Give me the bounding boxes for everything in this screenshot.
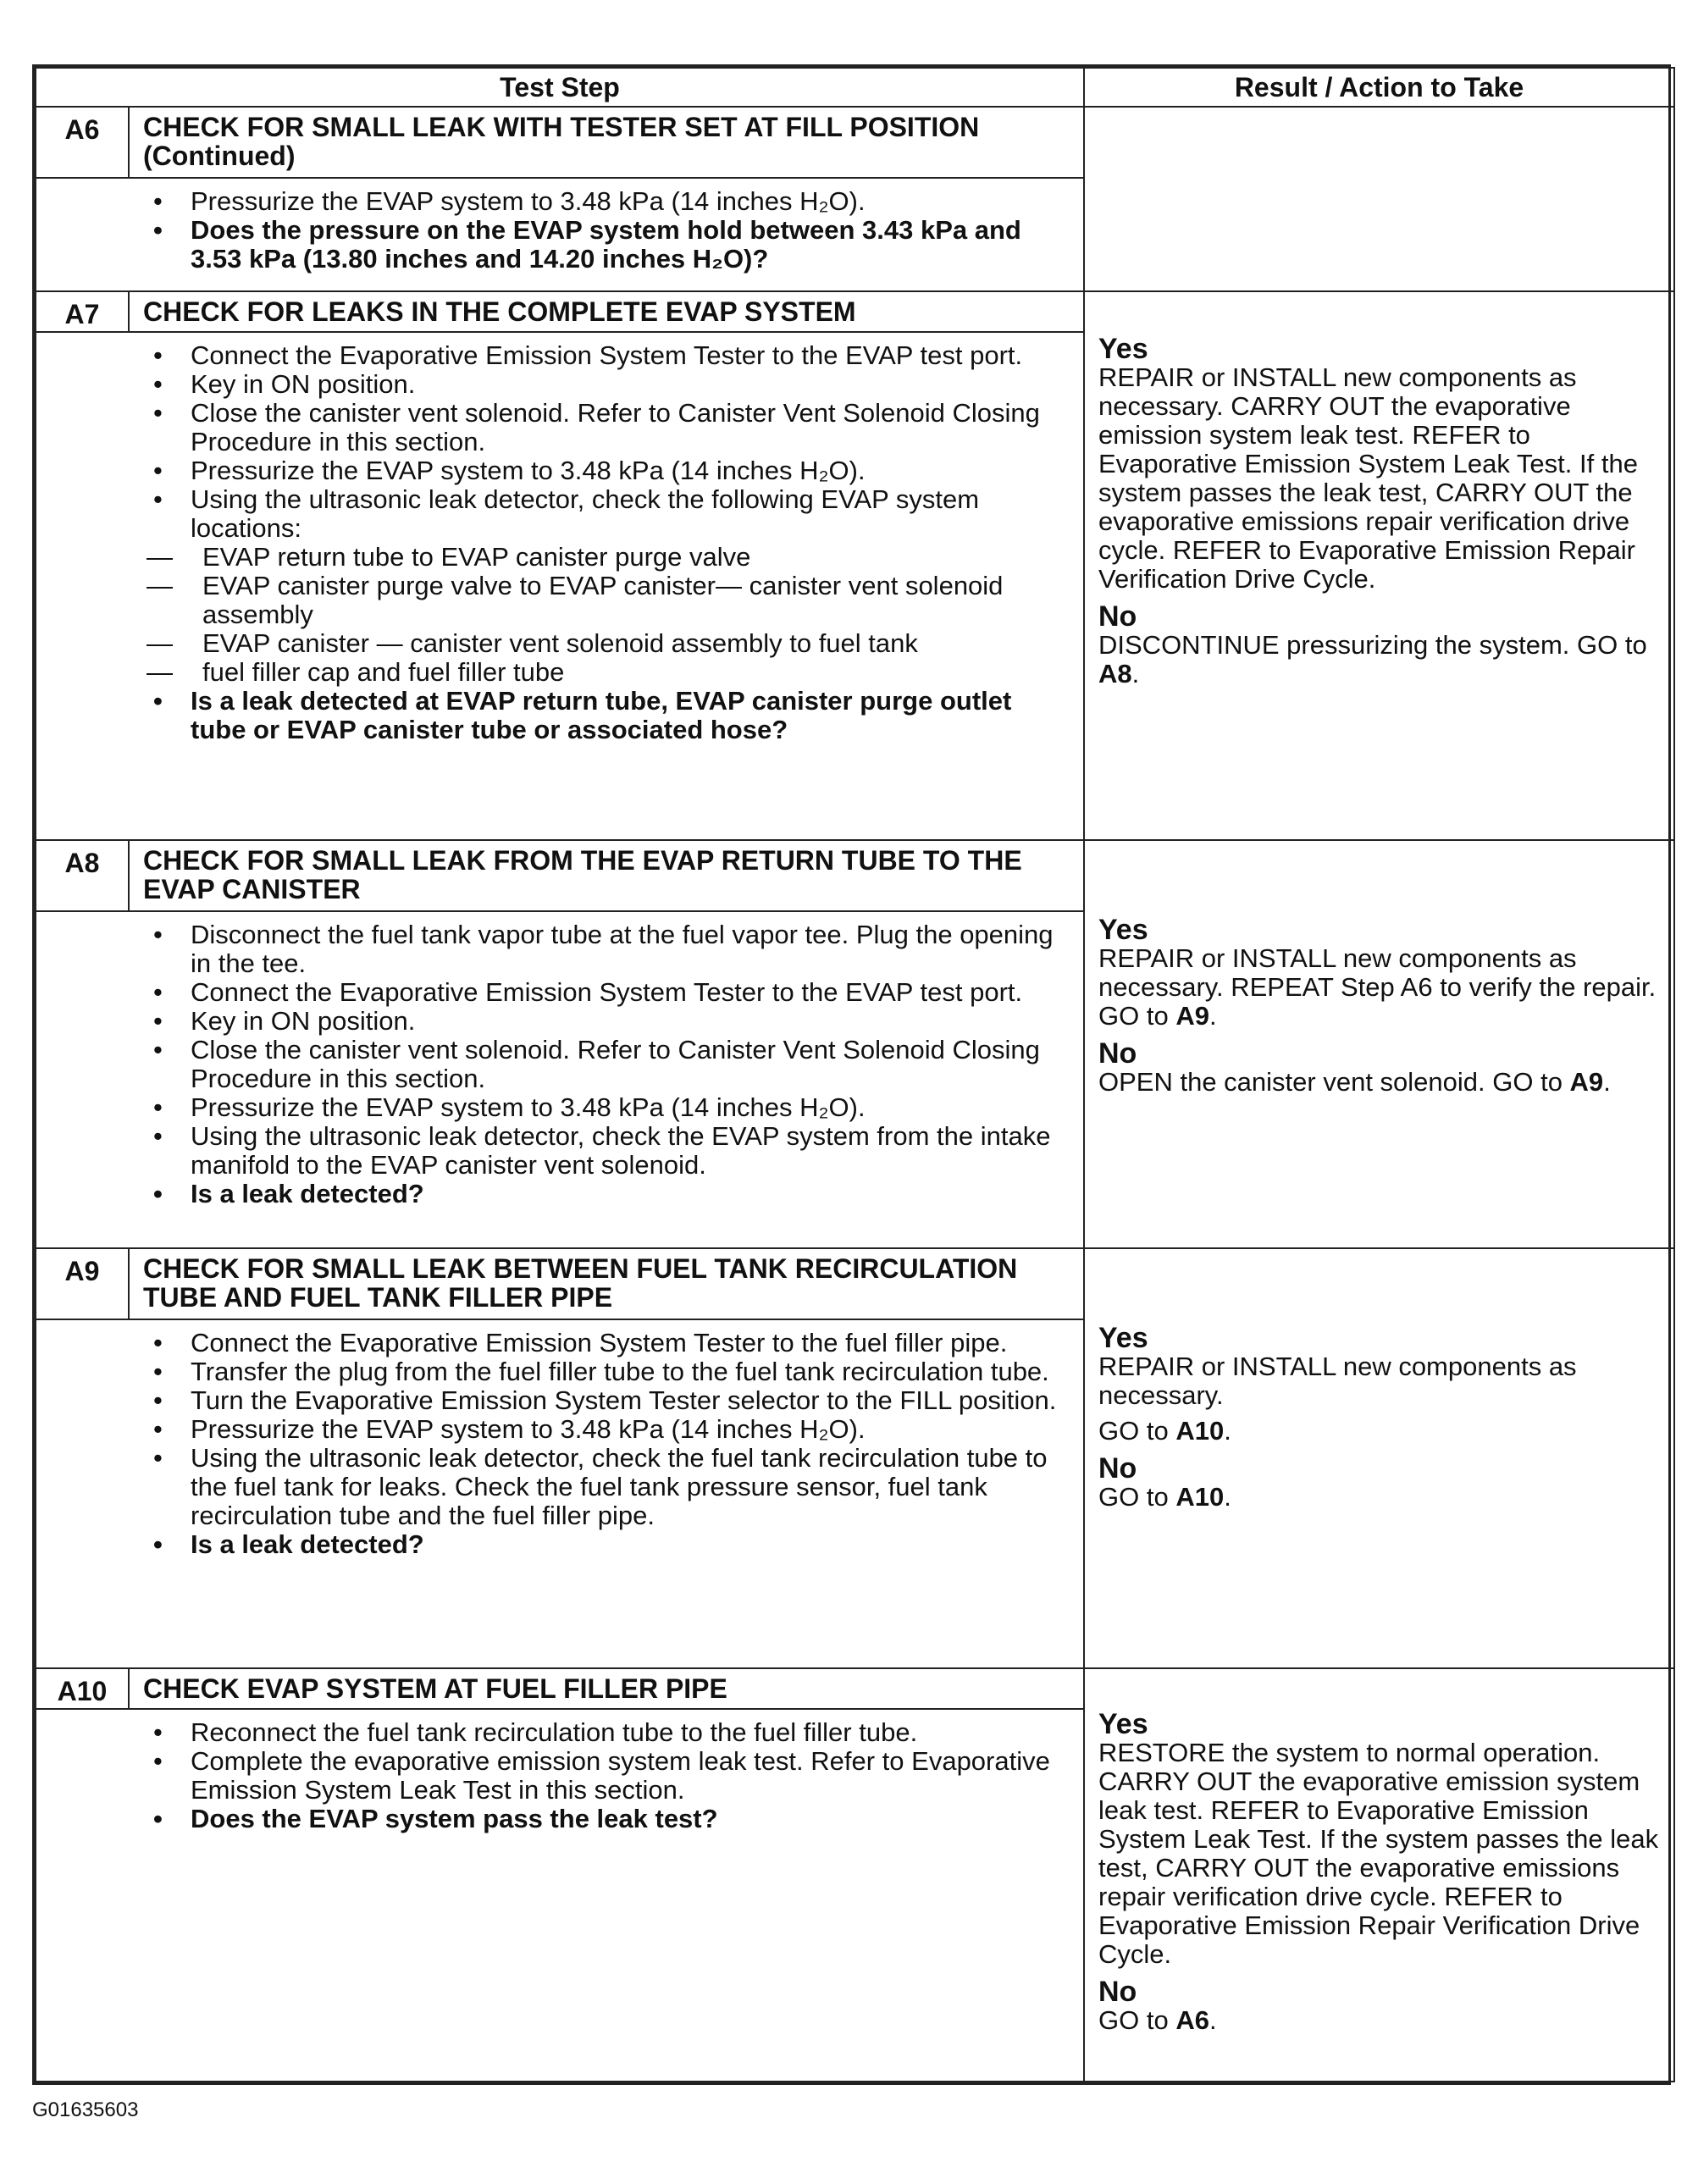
step-item: • Connect the Evaporative Emission System Tester to the EVAP test port. — [147, 978, 1066, 1007]
no-label: No — [1098, 600, 1137, 633]
step-item: • Reconnect the fuel tank recirculation tube to the fuel filler tube. — [147, 1718, 1066, 1747]
step-question: • Does the pressure on the EVAP system hold between 3.43 kPa and 3.53 kPa (13.80 inches and 14.20 inches H₂O)? — [147, 216, 1066, 274]
step-id: A6 — [36, 107, 129, 178]
sub-step-item: — EVAP canister purge valve to EVAP canister— canister vent solenoid assembly — [147, 572, 1066, 629]
step-body — [36, 1709, 1084, 2082]
figure-id: G01635603 — [32, 2098, 139, 2121]
step-id: A8 — [36, 840, 129, 911]
step-title: CHECK FOR LEAKS IN THE COMPLETE EVAP SYSTEM — [129, 291, 1084, 332]
step-body — [36, 1319, 1084, 1668]
step-item: • Connect the Evaporative Emission System Tester to the fuel filler pipe. — [147, 1329, 1066, 1357]
sub-step-item: — EVAP canister — canister vent solenoid assembly to fuel tank — [147, 629, 1066, 658]
step-question: • Is a leak detected? — [147, 1180, 1066, 1208]
no-label: No — [1098, 1976, 1137, 2008]
table-header-row — [36, 68, 1674, 107]
step-item: • Close the canister vent solenoid. Refer to Canister Vent Solenoid Closing Procedure in this section. — [147, 1036, 1066, 1093]
goto-step: A6 — [1175, 2005, 1209, 2035]
no-label: No — [1098, 1037, 1137, 1070]
step-id: A10 — [36, 1668, 129, 1709]
goto-step: A10 — [1175, 1482, 1225, 1512]
result-cell — [1084, 291, 1674, 840]
step-item: • Pressurize the EVAP system to 3.48 kPa (14 inches H₂O). — [147, 456, 1066, 485]
table-row — [36, 291, 1674, 332]
procedure-table-frame — [32, 64, 1671, 2085]
step-id: A9 — [36, 1248, 129, 1319]
step-item: • Pressurize the EVAP system to 3.48 kPa (14 inches H₂O). — [147, 1093, 1066, 1122]
yes-label: Yes — [1098, 1322, 1148, 1354]
no-action: GO to A10. — [1098, 1482, 1231, 1512]
step-item: • Key in ON position. — [147, 1007, 1066, 1036]
step-item: • Connect the Evaporative Emission System Tester to the EVAP test port. — [147, 341, 1066, 370]
no-action: GO to A6. — [1098, 2005, 1217, 2035]
result-cell — [1084, 1248, 1674, 1668]
yes-label: Yes — [1098, 914, 1148, 946]
sub-step-item: — fuel filler cap and fuel filler tube — [147, 658, 1066, 687]
step-title: CHECK FOR SMALL LEAK WITH TESTER SET AT FILL POSITION (Continued) — [129, 107, 1084, 178]
step-item: • Using the ultrasonic leak detector, check the EVAP system from the intake manifold to the EVAP canister vent solenoid. — [147, 1122, 1066, 1180]
header-result: Result / Action to Take — [1084, 68, 1674, 107]
header-test-step: Test Step — [36, 68, 1084, 107]
step-item: • Disconnect the fuel tank vapor tube at the fuel vapor tee. Plug the opening in the tee. — [147, 921, 1066, 978]
step-body — [36, 178, 1084, 291]
step-item: • Transfer the plug from the fuel filler tube to the fuel tank recirculation tube. — [147, 1357, 1066, 1386]
no-action: DISCONTINUE pressurizing the system. GO to A8. — [1098, 630, 1647, 688]
table-row — [36, 1668, 1674, 1709]
step-id: A7 — [36, 291, 129, 332]
step-item: • Pressurize the EVAP system to 3.48 kPa (14 inches H₂O). — [147, 187, 1066, 216]
no-label: No — [1098, 1452, 1137, 1485]
yes-action: RESTORE the system to normal operation. CARRY OUT the evaporative emission system leak test. REFER to Evaporative Emission System Leak Test. If the system passes the leak test, CARRY OUT the evaporative emissions repair verification drive cycle. REFER to Evaporative Emission Repair Verification Drive Cycle. — [1098, 1738, 1659, 1969]
step-question: • Does the EVAP system pass the leak test? — [147, 1805, 1066, 1833]
yes-goto: GO to A10. — [1098, 1416, 1231, 1446]
goto-step: A9 — [1569, 1067, 1604, 1097]
step-item: • Complete the evaporative emission system leak test. Refer to Evaporative Emission System Leak Test in this section. — [147, 1747, 1066, 1805]
goto-step: A9 — [1175, 1001, 1209, 1031]
step-title: CHECK EVAP SYSTEM AT FUEL FILLER PIPE — [129, 1668, 1084, 1709]
result-cell — [1084, 107, 1674, 291]
step-question: • Is a leak detected? — [147, 1530, 1066, 1559]
yes-label: Yes — [1098, 1708, 1148, 1740]
step-item: • Key in ON position. — [147, 370, 1066, 399]
step-item: • Turn the Evaporative Emission System Tester selector to the FILL position. — [147, 1386, 1066, 1415]
step-item: • Pressurize the EVAP system to 3.48 kPa (14 inches H₂O). — [147, 1415, 1066, 1444]
yes-action: REPAIR or INSTALL new components as necessary. CARRY OUT the evaporative emission system leak test. REFER to Evaporative Emission System Leak Test. If the system passes the leak test, CARRY OUT the evaporative emissions repair verification drive cycle. REFER to Evaporative Emission Repair Verification Drive Cycle. — [1098, 362, 1638, 594]
step-title: CHECK FOR SMALL LEAK FROM THE EVAP RETURN TUBE TO THE EVAP CANISTER — [129, 840, 1084, 911]
step-question: • Is a leak detected at EVAP return tube, EVAP canister purge outlet tube or EVAP canister tube or associated hose? — [147, 687, 1066, 744]
step-body — [36, 332, 1084, 840]
goto-step: A10 — [1175, 1416, 1225, 1446]
table-row — [36, 107, 1674, 178]
procedure-table — [35, 67, 1675, 2082]
result-cell — [1084, 840, 1674, 1248]
table-row — [36, 1248, 1674, 1319]
step-body — [36, 911, 1084, 1248]
goto-step: A8 — [1098, 659, 1132, 688]
step-title: CHECK FOR SMALL LEAK BETWEEN FUEL TANK RECIRCULATION TUBE AND FUEL TANK FILLER PIPE — [129, 1248, 1084, 1319]
result-cell — [1084, 1668, 1674, 2082]
yes-action: REPAIR or INSTALL new components as necessary. — [1098, 1352, 1577, 1410]
no-action: OPEN the canister vent solenoid. GO to A9. — [1098, 1067, 1611, 1097]
step-item: • Using the ultrasonic leak detector, check the fuel tank recirculation tube to the fuel tank for leaks. Check the fuel tank pressure sensor, fuel tank recirculation tube and the fuel filler pipe. — [147, 1444, 1066, 1530]
yes-label: Yes — [1098, 333, 1148, 365]
step-item: • Close the canister vent solenoid. Refer to Canister Vent Solenoid Closing Procedure in this section. — [147, 399, 1066, 456]
table-row — [36, 840, 1674, 911]
sub-step-item: — EVAP return tube to EVAP canister purge valve — [147, 543, 1066, 572]
yes-action: REPAIR or INSTALL new components as necessary. REPEAT Step A6 to verify the repair. GO to A9. — [1098, 943, 1657, 1031]
step-item: • Using the ultrasonic leak detector, check the following EVAP system locations: — [147, 485, 1066, 543]
